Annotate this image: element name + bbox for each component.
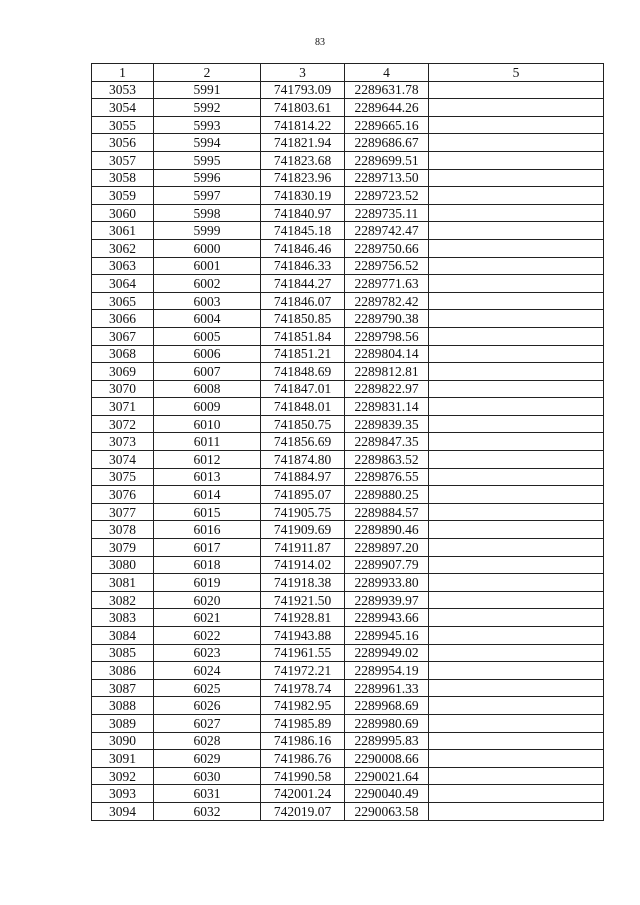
note-cell [429,204,604,222]
y-coordinate-cell: 2289876.55 [345,468,429,486]
note-cell [429,275,604,293]
column-header-2: 2 [154,64,261,82]
table-row [92,345,604,363]
point-number-cell: 6020 [154,591,261,609]
row-number-cell: 3067 [92,327,154,345]
point-number-cell: 6017 [154,539,261,557]
point-number-cell: 6028 [154,732,261,750]
row-number-cell: 3094 [92,802,154,820]
table-row [92,644,604,662]
point-number-cell: 6021 [154,609,261,627]
note-cell [429,345,604,363]
y-coordinate-cell: 2289968.69 [345,697,429,715]
y-coordinate-cell: 2289880.25 [345,486,429,504]
row-number-cell: 3087 [92,679,154,697]
page-number: 83 [315,37,325,48]
table-row [92,257,604,275]
note-cell [429,591,604,609]
row-number-cell: 3062 [92,239,154,257]
column-header-3: 3 [261,64,345,82]
row-number-cell: 3083 [92,609,154,627]
note-cell [429,486,604,504]
row-number-cell: 3070 [92,380,154,398]
row-number-cell: 3069 [92,363,154,381]
coordinates-table [91,63,604,821]
row-number-cell: 3093 [92,785,154,803]
y-coordinate-cell: 2289949.02 [345,644,429,662]
row-number-cell: 3076 [92,486,154,504]
x-coordinate-cell: 741928.81 [261,609,345,627]
note-cell [429,802,604,820]
point-number-cell: 5993 [154,116,261,134]
note-cell [429,380,604,398]
table-row [92,468,604,486]
note-cell [429,556,604,574]
x-coordinate-cell: 741986.76 [261,750,345,768]
note-cell [429,187,604,205]
x-coordinate-cell: 741846.33 [261,257,345,275]
y-coordinate-cell: 2289644.26 [345,99,429,117]
y-coordinate-cell: 2290008.66 [345,750,429,768]
y-coordinate-cell: 2289804.14 [345,345,429,363]
table-row [92,486,604,504]
note-cell [429,609,604,627]
row-number-cell: 3073 [92,433,154,451]
note-cell [429,398,604,416]
table-header-row [92,64,604,82]
row-number-cell: 3091 [92,750,154,768]
point-number-cell: 6001 [154,257,261,275]
y-coordinate-cell: 2289790.38 [345,310,429,328]
table-row [92,275,604,293]
point-number-cell: 6003 [154,292,261,310]
point-number-cell: 5998 [154,204,261,222]
table-row [92,609,604,627]
x-coordinate-cell: 741914.02 [261,556,345,574]
column-header-5: 5 [429,64,604,82]
row-number-cell: 3054 [92,99,154,117]
table-row [92,239,604,257]
x-coordinate-cell: 741846.46 [261,239,345,257]
point-number-cell: 6018 [154,556,261,574]
row-number-cell: 3058 [92,169,154,187]
table-row [92,503,604,521]
row-number-cell: 3084 [92,627,154,645]
note-cell [429,521,604,539]
point-number-cell: 5991 [154,81,261,99]
row-number-cell: 3082 [92,591,154,609]
column-header-1: 1 [92,64,154,82]
y-coordinate-cell: 2289890.46 [345,521,429,539]
x-coordinate-cell: 741884.97 [261,468,345,486]
point-number-cell: 6011 [154,433,261,451]
note-cell [429,310,604,328]
y-coordinate-cell: 2289756.52 [345,257,429,275]
table-row [92,380,604,398]
note-cell [429,81,604,99]
x-coordinate-cell: 741985.89 [261,714,345,732]
row-number-cell: 3092 [92,767,154,785]
point-number-cell: 6025 [154,679,261,697]
table-row [92,662,604,680]
x-coordinate-cell: 741874.80 [261,451,345,469]
x-coordinate-cell: 741803.61 [261,99,345,117]
x-coordinate-cell: 741990.58 [261,767,345,785]
point-number-cell: 6008 [154,380,261,398]
y-coordinate-cell: 2289897.20 [345,539,429,557]
point-number-cell: 5999 [154,222,261,240]
note-cell [429,468,604,486]
row-number-cell: 3074 [92,451,154,469]
note-cell [429,750,604,768]
point-number-cell: 6015 [154,503,261,521]
note-cell [429,169,604,187]
x-coordinate-cell: 741961.55 [261,644,345,662]
x-coordinate-cell: 741850.85 [261,310,345,328]
row-number-cell: 3075 [92,468,154,486]
table-row [92,521,604,539]
table-row [92,451,604,469]
x-coordinate-cell: 741840.97 [261,204,345,222]
point-number-cell: 6013 [154,468,261,486]
table-row [92,134,604,152]
table-row [92,556,604,574]
point-number-cell: 6007 [154,363,261,381]
table-row [92,433,604,451]
point-number-cell: 6016 [154,521,261,539]
table-row [92,714,604,732]
point-number-cell: 5994 [154,134,261,152]
row-number-cell: 3055 [92,116,154,134]
y-coordinate-cell: 2290040.49 [345,785,429,803]
x-coordinate-cell: 741856.69 [261,433,345,451]
y-coordinate-cell: 2289995.83 [345,732,429,750]
row-number-cell: 3086 [92,662,154,680]
note-cell [429,363,604,381]
point-number-cell: 6014 [154,486,261,504]
y-coordinate-cell: 2289750.66 [345,239,429,257]
y-coordinate-cell: 2289961.33 [345,679,429,697]
row-number-cell: 3081 [92,574,154,592]
table-row [92,99,604,117]
point-number-cell: 6032 [154,802,261,820]
x-coordinate-cell: 741895.07 [261,486,345,504]
y-coordinate-cell: 2290063.58 [345,802,429,820]
note-cell [429,732,604,750]
y-coordinate-cell: 2289831.14 [345,398,429,416]
note-cell [429,785,604,803]
table-row [92,679,604,697]
point-number-cell: 6026 [154,697,261,715]
point-number-cell: 6022 [154,627,261,645]
y-coordinate-cell: 2289723.52 [345,187,429,205]
table-row [92,327,604,345]
table-row [92,310,604,328]
x-coordinate-cell: 741847.01 [261,380,345,398]
x-coordinate-cell: 741844.27 [261,275,345,293]
note-cell [429,714,604,732]
note-cell [429,134,604,152]
row-number-cell: 3089 [92,714,154,732]
point-number-cell: 5992 [154,99,261,117]
x-coordinate-cell: 741830.19 [261,187,345,205]
table-row [92,732,604,750]
table-row [92,767,604,785]
y-coordinate-cell: 2289713.50 [345,169,429,187]
row-number-cell: 3060 [92,204,154,222]
x-coordinate-cell: 741823.68 [261,151,345,169]
table-row [92,415,604,433]
table-row [92,81,604,99]
note-cell [429,767,604,785]
note-cell [429,116,604,134]
table-row [92,116,604,134]
table-row [92,204,604,222]
y-coordinate-cell: 2289771.63 [345,275,429,293]
note-cell [429,239,604,257]
note-cell [429,627,604,645]
x-coordinate-cell: 741814.22 [261,116,345,134]
table-row [92,169,604,187]
table-row [92,398,604,416]
y-coordinate-cell: 2289782.42 [345,292,429,310]
column-header-4: 4 [345,64,429,82]
row-number-cell: 3063 [92,257,154,275]
y-coordinate-cell: 2289954.19 [345,662,429,680]
y-coordinate-cell: 2289812.81 [345,363,429,381]
x-coordinate-cell: 741823.96 [261,169,345,187]
y-coordinate-cell: 2289939.97 [345,591,429,609]
y-coordinate-cell: 2289742.47 [345,222,429,240]
y-coordinate-cell: 2289839.35 [345,415,429,433]
y-coordinate-cell: 2289798.56 [345,327,429,345]
x-coordinate-cell: 741793.09 [261,81,345,99]
y-coordinate-cell: 2289933.80 [345,574,429,592]
row-number-cell: 3056 [92,134,154,152]
y-coordinate-cell: 2289847.35 [345,433,429,451]
table-row [92,363,604,381]
table-row [92,591,604,609]
point-number-cell: 6012 [154,451,261,469]
x-coordinate-cell: 741911.87 [261,539,345,557]
y-coordinate-cell: 2289863.52 [345,451,429,469]
row-number-cell: 3071 [92,398,154,416]
note-cell [429,451,604,469]
x-coordinate-cell: 741848.69 [261,363,345,381]
x-coordinate-cell: 741905.75 [261,503,345,521]
table-row [92,292,604,310]
row-number-cell: 3053 [92,81,154,99]
point-number-cell: 6000 [154,239,261,257]
point-number-cell: 6023 [154,644,261,662]
y-coordinate-cell: 2289665.16 [345,116,429,134]
y-coordinate-cell: 2290021.64 [345,767,429,785]
note-cell [429,151,604,169]
row-number-cell: 3077 [92,503,154,521]
x-coordinate-cell: 741921.50 [261,591,345,609]
x-coordinate-cell: 741943.88 [261,627,345,645]
y-coordinate-cell: 2289735.11 [345,204,429,222]
x-coordinate-cell: 741848.01 [261,398,345,416]
note-cell [429,679,604,697]
point-number-cell: 6004 [154,310,261,328]
point-number-cell: 6006 [154,345,261,363]
point-number-cell: 6024 [154,662,261,680]
row-number-cell: 3068 [92,345,154,363]
x-coordinate-cell: 742019.07 [261,802,345,820]
note-cell [429,662,604,680]
point-number-cell: 6010 [154,415,261,433]
x-coordinate-cell: 741851.84 [261,327,345,345]
row-number-cell: 3085 [92,644,154,662]
y-coordinate-cell: 2289631.78 [345,81,429,99]
point-number-cell: 5995 [154,151,261,169]
row-number-cell: 3066 [92,310,154,328]
y-coordinate-cell: 2289980.69 [345,714,429,732]
table-row [92,785,604,803]
y-coordinate-cell: 2289943.66 [345,609,429,627]
row-number-cell: 3072 [92,415,154,433]
table-row [92,802,604,820]
row-number-cell: 3065 [92,292,154,310]
note-cell [429,292,604,310]
point-number-cell: 6030 [154,767,261,785]
note-cell [429,433,604,451]
row-number-cell: 3057 [92,151,154,169]
point-number-cell: 6027 [154,714,261,732]
row-number-cell: 3090 [92,732,154,750]
row-number-cell: 3059 [92,187,154,205]
point-number-cell: 6029 [154,750,261,768]
table-row [92,697,604,715]
point-number-cell: 5997 [154,187,261,205]
note-cell [429,257,604,275]
note-cell [429,327,604,345]
point-number-cell: 6009 [154,398,261,416]
table-row [92,627,604,645]
table-body [92,81,604,820]
x-coordinate-cell: 741846.07 [261,292,345,310]
x-coordinate-cell: 741851.21 [261,345,345,363]
point-number-cell: 5996 [154,169,261,187]
note-cell [429,99,604,117]
row-number-cell: 3064 [92,275,154,293]
row-number-cell: 3079 [92,539,154,557]
note-cell [429,574,604,592]
y-coordinate-cell: 2289907.79 [345,556,429,574]
x-coordinate-cell: 741850.75 [261,415,345,433]
point-number-cell: 6002 [154,275,261,293]
table-row [92,222,604,240]
x-coordinate-cell: 741918.38 [261,574,345,592]
note-cell [429,697,604,715]
x-coordinate-cell: 741821.94 [261,134,345,152]
y-coordinate-cell: 2289822.97 [345,380,429,398]
row-number-cell: 3061 [92,222,154,240]
x-coordinate-cell: 741972.21 [261,662,345,680]
note-cell [429,415,604,433]
x-coordinate-cell: 741982.95 [261,697,345,715]
x-coordinate-cell: 742001.24 [261,785,345,803]
x-coordinate-cell: 741978.74 [261,679,345,697]
table-row [92,539,604,557]
row-number-cell: 3080 [92,556,154,574]
note-cell [429,222,604,240]
note-cell [429,539,604,557]
y-coordinate-cell: 2289945.16 [345,627,429,645]
y-coordinate-cell: 2289686.67 [345,134,429,152]
point-number-cell: 6005 [154,327,261,345]
y-coordinate-cell: 2289699.51 [345,151,429,169]
table-row [92,574,604,592]
note-cell [429,503,604,521]
note-cell [429,644,604,662]
table-row [92,750,604,768]
table-row [92,151,604,169]
table-row [92,187,604,205]
row-number-cell: 3088 [92,697,154,715]
x-coordinate-cell: 741909.69 [261,521,345,539]
y-coordinate-cell: 2289884.57 [345,503,429,521]
point-number-cell: 6031 [154,785,261,803]
point-number-cell: 6019 [154,574,261,592]
x-coordinate-cell: 741986.16 [261,732,345,750]
row-number-cell: 3078 [92,521,154,539]
x-coordinate-cell: 741845.18 [261,222,345,240]
